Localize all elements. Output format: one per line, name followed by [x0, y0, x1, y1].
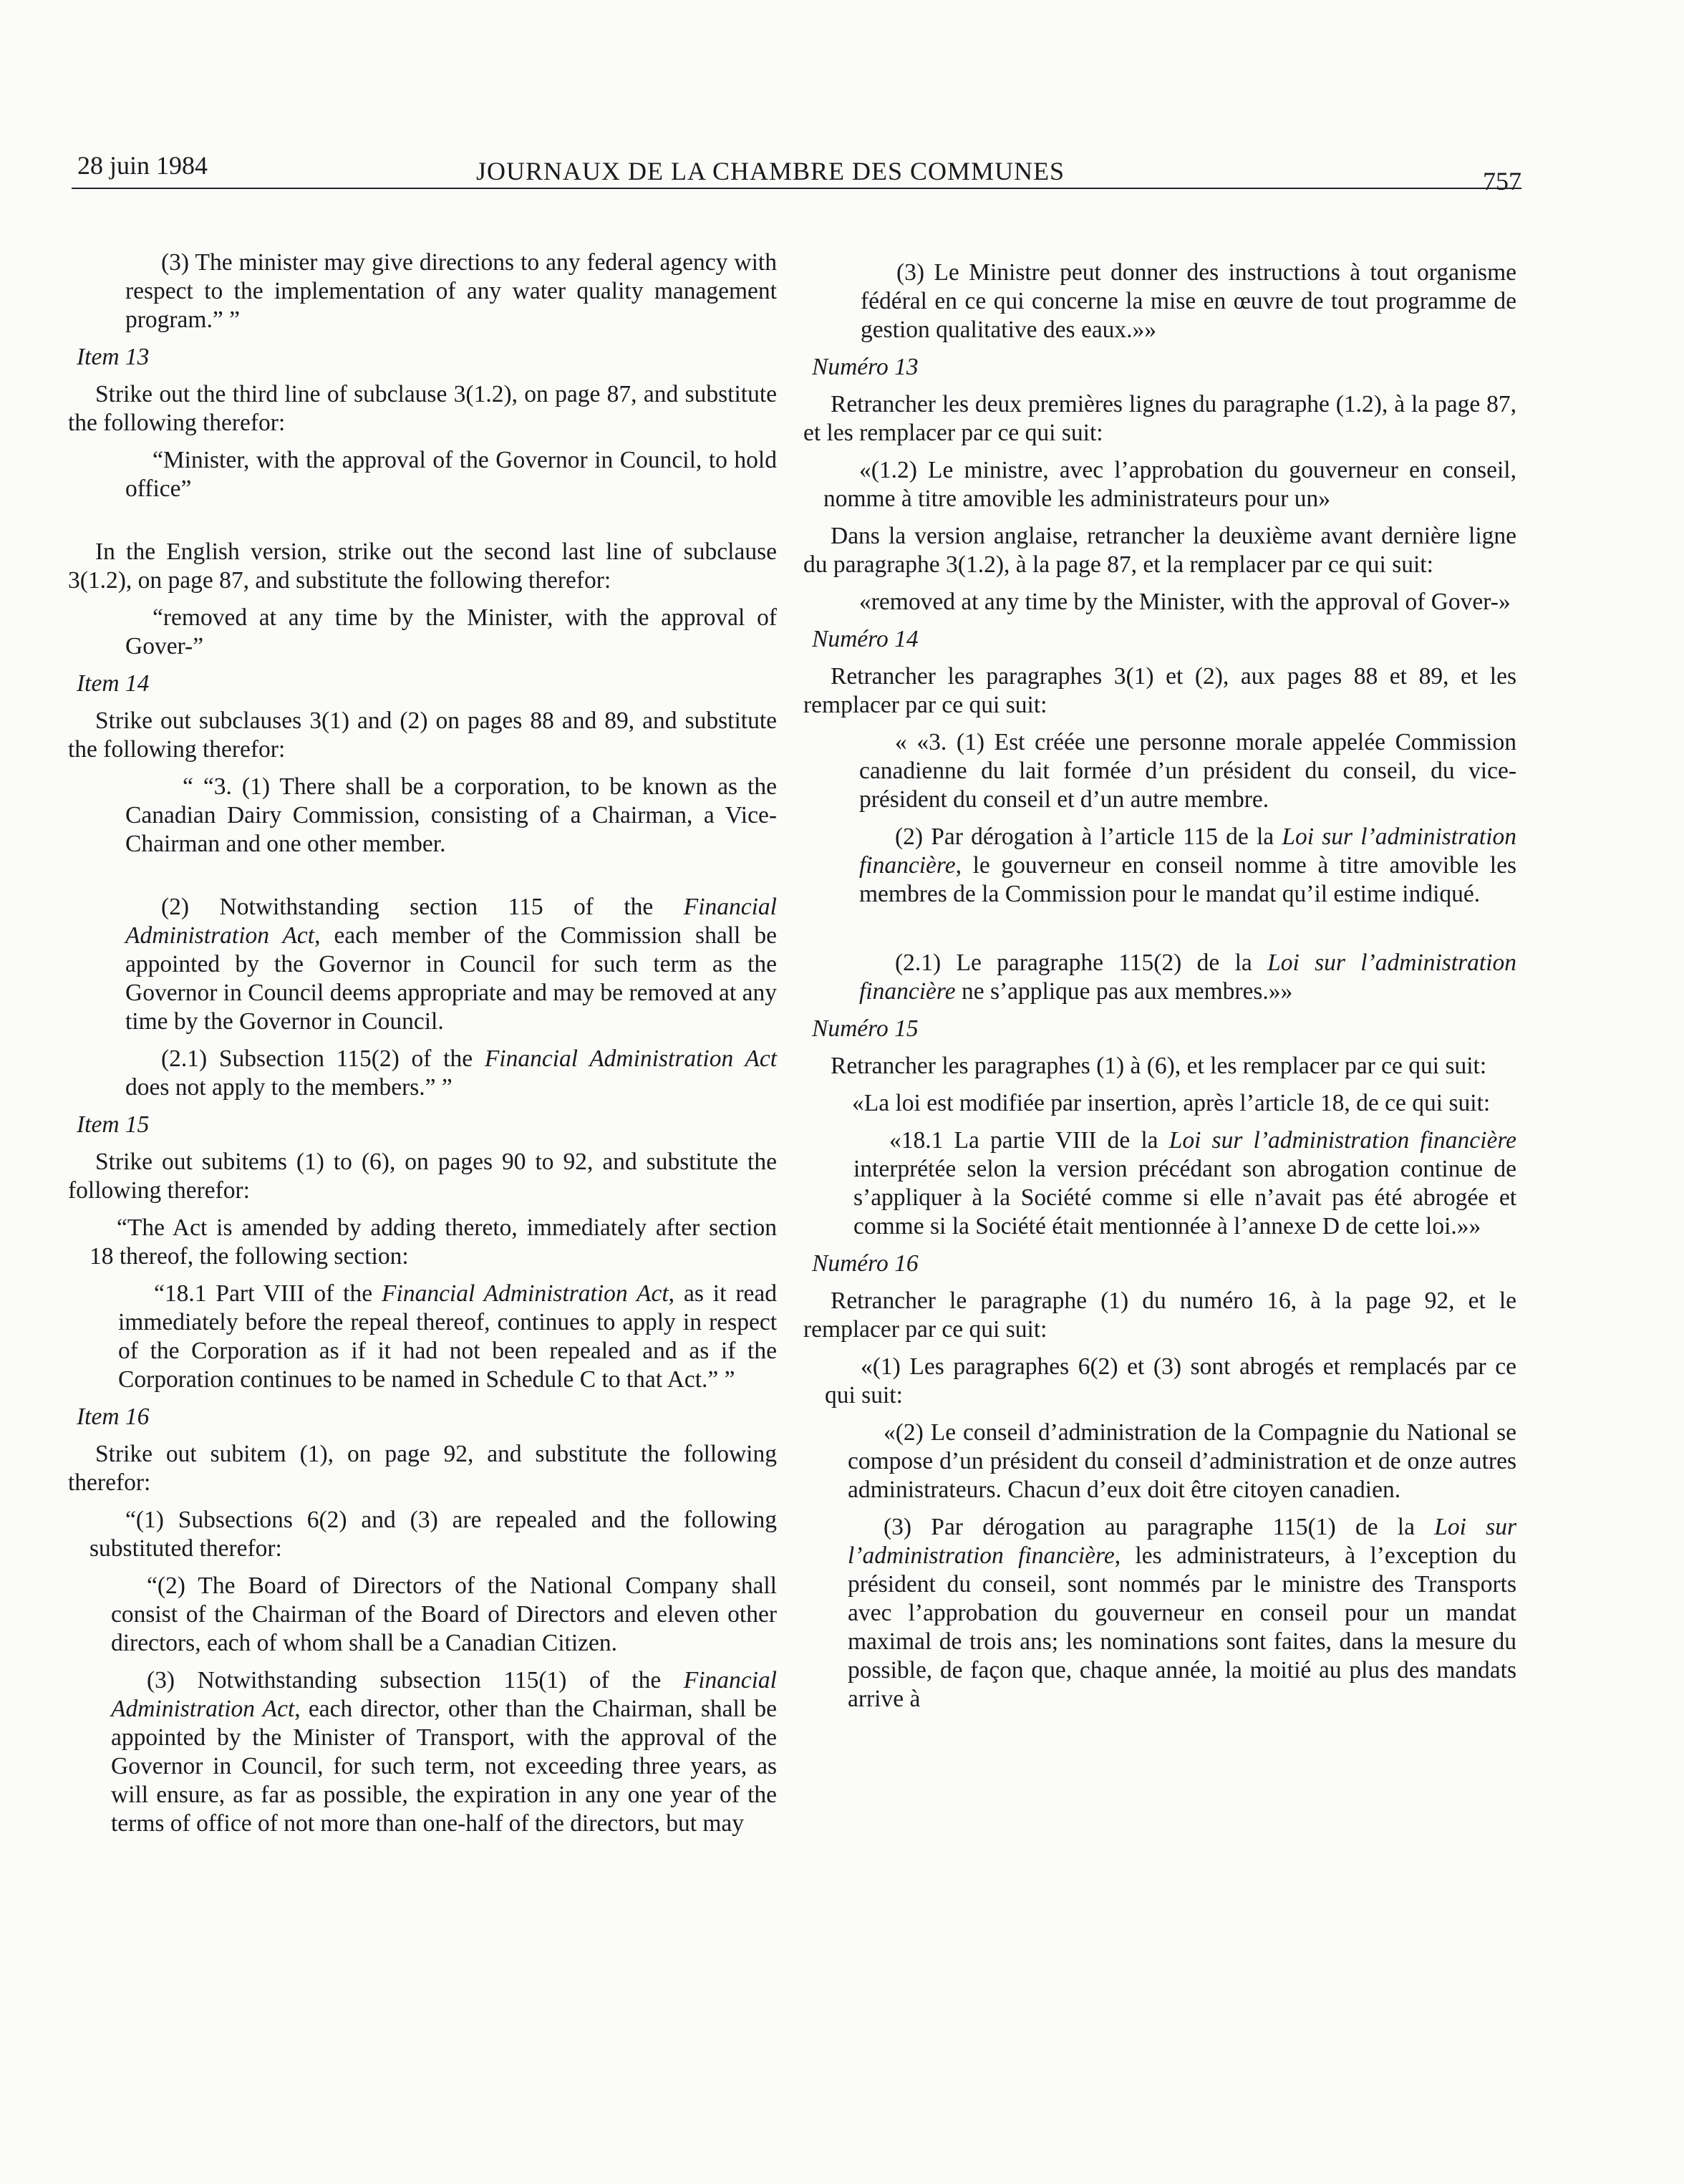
act-title: Financial Administration Act [382, 1280, 669, 1307]
act-title: Financial Administration Act [111, 1667, 777, 1722]
quoted-paragraph [853, 1126, 1516, 1241]
quoted-paragraph [125, 893, 777, 1036]
paragraph: Strike out subclauses 3(1) and (2) on pages 88 and 89, and substitute the following therefor: [68, 707, 777, 763]
quoted-paragraph [118, 1280, 777, 1394]
item-heading: Numéro 16 [812, 1250, 919, 1277]
spacer [803, 917, 1516, 949]
spacer [68, 512, 777, 538]
paragraph: (3) Le Ministre peut donner des instructions à tout organisme fédéral en ce qui concerne la mise en œuvre de tout programme de gestion qualitative des eaux.»» [861, 259, 1516, 343]
quoted-paragraph: «(1.2) Le ministre, avec l’approbation du gouverneur en conseil, nomme à titre amovible les administrateurs pour un» [823, 457, 1516, 512]
paragraph: (3) The minister may give directions to any federal agency with respect to the implementation of any water quality management program.” ” [125, 249, 777, 333]
text-run: , le gouverneur en conseil nomme à titre amovible les membres de la Commission pour le mandat qu’il estime indiqué. [859, 852, 1516, 907]
paragraph: Strike out subitems (1) to (6), on pages 90 to 92, and substitute the following therefor: [68, 1149, 777, 1204]
quoted-paragraph: «removed at any time by the Minister, with the approval of Gover-» [859, 589, 1511, 615]
text-run: «18.1 La partie VIII de la [889, 1127, 1169, 1154]
spacer [68, 867, 777, 893]
paragraph: Dans la version anglaise, retrancher la deuxième avant dernière ligne du paragraphe 3(1.2), à la page 87, et la remplacer par ce qui suit: [803, 523, 1516, 578]
header-date: 28 juin 1984 [77, 151, 208, 180]
paragraph: “The Act is amended by adding thereto, immediately after section 18 thereof, the following section: [89, 1214, 777, 1270]
quoted-paragraph: «(1) Les paragraphes 6(2) et (3) sont abrogés et remplacés par ce qui suit: [825, 1353, 1516, 1409]
quoted-paragraph [125, 1045, 777, 1102]
paragraph: Strike out subitem (1), on page 92, and substitute the following therefor: [68, 1441, 777, 1496]
act-title: Loi sur l’administration financière [1168, 1127, 1516, 1154]
item-heading: Numéro 14 [812, 626, 919, 652]
item-heading: Item 13 [77, 344, 150, 370]
text-run: does not apply to the members.” ” [125, 1074, 453, 1101]
act-title: Loi sur l’administration financière [859, 950, 1517, 1005]
french-column [803, 258, 1516, 1722]
text-run: (3) Notwithstanding subsection 115(1) of the [147, 1667, 684, 1693]
quoted-paragraph [859, 823, 1516, 909]
item-heading: Item 16 [77, 1403, 150, 1430]
item-heading: Numéro 13 [812, 354, 919, 380]
paragraph: Retrancher les deux premières lignes du paragraphe (1.2), à la page 87, et les remplacer par ce qui suit: [803, 391, 1516, 446]
text-run: ne s’applique pas aux membres.»» [955, 978, 1293, 1005]
act-title: Loi sur l’administration financière [859, 823, 1517, 879]
item-heading: Numéro 15 [812, 1015, 919, 1042]
paragraph: In the English version, strike out the second last line of subclause 3(1.2), on page 87, and substitute the following therefor: [68, 538, 777, 594]
text-run: , each director, other than the Chairman, shall be appointed by the Minister of Transport, with the approval of the Governor in Council, for such term, not exceeding three years, as will ensure, as far as possible, the expiration in any one year of the terms of office of not more than one-half of the directors, but may [111, 1696, 777, 1837]
text-run: , as it read immediately before the repeal thereof, continues to apply in respect of the Corporation as if it had not been repealed and as if the Corporation continues to be named in Schedule C to that Act.” ” [118, 1280, 778, 1393]
text-run: (2.1) Subsection 115(2) of the [161, 1045, 485, 1072]
text-run: (2.1) Le paragraphe 115(2) de la [895, 950, 1268, 976]
text-run: interprétée selon la version précédant son abrogation continue de s’appliquer à la Société comme si elle n’avait pas été abrogée et comme si la Société était mentionnée à l’annexe D de cette loi.»» [853, 1156, 1516, 1240]
page-header [72, 150, 1521, 193]
quoted-paragraph: “removed at any time by the Minister, with the approval of Gover-” [125, 604, 777, 659]
text-run: “18.1 Part VIII of the [154, 1280, 382, 1307]
quoted-paragraph [848, 1513, 1516, 1714]
text-run: , each member of the Commission shall be appointed by the Governor in Council for such term as the Governor in Council deems appropriate and may be removed at any time by the Governor in Council. [125, 922, 777, 1035]
paragraph: Strike out the third line of subclause 3(1.2), on page 87, and substitute the following therefor: [68, 381, 777, 436]
page-number: 757 [1483, 167, 1521, 195]
paragraph: «La loi est modifiée par insertion, après l’article 18, de ce qui suit: [852, 1090, 1491, 1116]
item-heading: Item 15 [77, 1111, 150, 1138]
text-run: (2) Par dérogation à l’article 115 de la [895, 823, 1282, 850]
quoted-paragraph: “Minister, with the approval of the Governor in Council, to hold office” [125, 447, 777, 502]
paragraph: Retrancher le paragraphe (1) du numéro 16, à la page 92, et le remplacer par ce qui suit: [803, 1287, 1516, 1343]
quoted-paragraph [859, 949, 1516, 1006]
paragraph: Retrancher les paragraphes 3(1) et (2), aux pages 88 et 89, et les remplacer par ce qui suit: [803, 663, 1516, 718]
header-title: JOURNAUX DE LA CHAMBRE DES COMMUNES [476, 157, 1065, 185]
quoted-paragraph [111, 1666, 777, 1838]
act-title: Financial Administration Act [125, 894, 777, 949]
act-title: Loi sur l’administration financière [848, 1514, 1516, 1569]
english-column [68, 248, 777, 1847]
quoted-paragraph: “ “3. (1) There shall be a corporation, to be known as the Canadian Dairy Commission, consisting of a Chairman, a Vice-Chairman and one other member. [125, 773, 777, 857]
act-title: Financial Administration Act [484, 1045, 778, 1072]
quoted-paragraph: “(1) Subsections 6(2) and (3) are repealed and the following substituted therefor: [89, 1507, 777, 1562]
text-run: (2) Notwithstanding section 115 of the [161, 894, 684, 920]
paragraph: Retrancher les paragraphes (1) à (6), et les remplacer par ce qui suit: [831, 1053, 1487, 1079]
header-rule [72, 188, 1521, 189]
quoted-paragraph: « «3. (1) Est créée une personne morale appelée Commission canadienne du lait formée d’un président du conseil, du vice-président du conseil et d’un autre membre. [859, 729, 1516, 813]
quoted-paragraph: “(2) The Board of Directors of the National Company shall consist of the Chairman of the Board of Directors and eleven other directors, each of whom shall be a Canadian Citizen. [111, 1572, 777, 1656]
quoted-paragraph: «(2) Le conseil d’administration de la Compagnie du National se compose d’un président du conseil d’administration et de onze autres administrateurs. Chacun d’eux doit être citoyen canadien. [848, 1419, 1516, 1503]
text-run: , les administrateurs, à l’exception du président du conseil, sont nommés par le ministre des Transports avec l’approbation du gouverneur en conseil pour un mandat maximal de trois ans; les nominations sont faites, dans la mesure du possible, de façon que, chaque année, la moitié au plus des mandats arrive à [848, 1542, 1517, 1712]
item-heading: Item 14 [77, 670, 150, 697]
text-run: (3) Par dérogation au paragraphe 115(1) de la [884, 1514, 1435, 1540]
